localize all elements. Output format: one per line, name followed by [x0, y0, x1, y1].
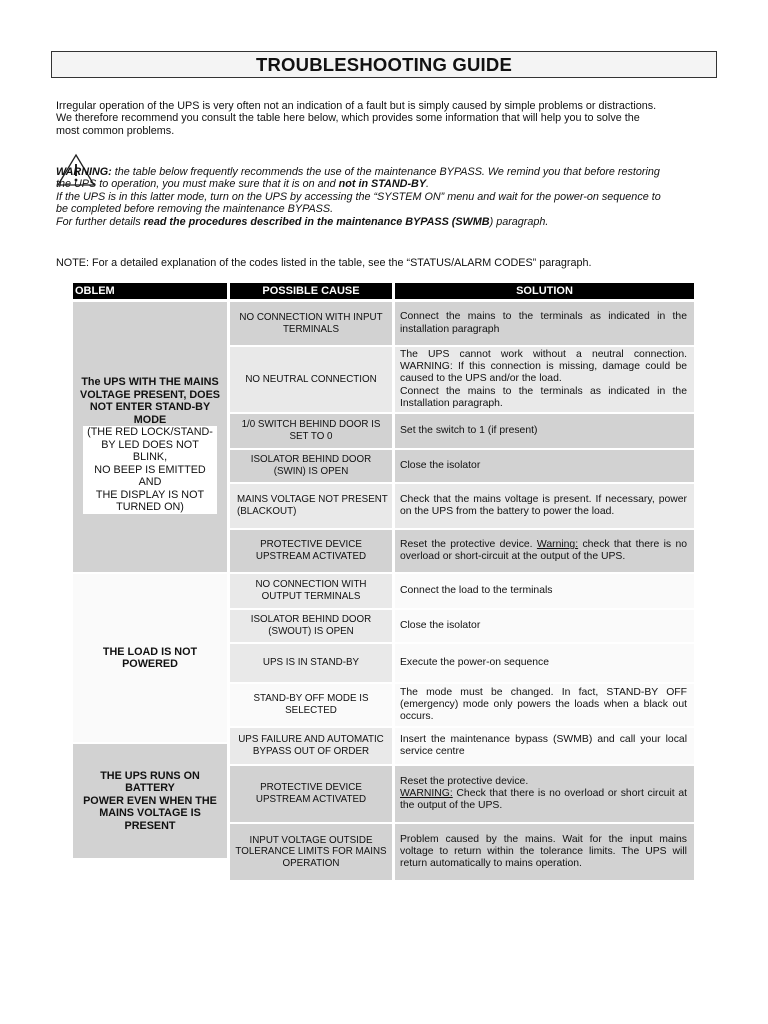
- solution-cell: [395, 824, 694, 880]
- problem2-line: POWERED: [122, 658, 178, 670]
- solution-cell: [395, 728, 694, 764]
- cause-cell: UPS FAILURE AND AUTOMATIC BYPASS OUT OF ORDER: [230, 728, 392, 764]
- solution-text: Check that there is no overload or short circuit at the output of the UPS.: [400, 787, 687, 812]
- cause-cell: NO CONNECTION WITH OUTPUT TERMINALS: [230, 574, 392, 608]
- warning-text-5a: For further details: [56, 215, 144, 228]
- solution-cell: [395, 530, 694, 572]
- problem-cell-mains-standby: [73, 302, 227, 572]
- warning-text-1: the table below frequently recommends the use of the maintenance BYPASS. We remind you that before restoring: [111, 166, 660, 178]
- intro-line-1: Irregular operation of the UPS is very often not an indication of a fault but is simply caused by simple problems or distractions.: [56, 100, 657, 112]
- solution-text: Problem caused by the mains. Wait for the input mains voltage to return within the tolerance limits. The UPS will return automatically to mains operation.: [400, 833, 687, 870]
- warning-text-5b: read the procedures described in the maintenance BYPASS (SWMB: [143, 215, 490, 228]
- intro-line-2: We therefore recommend you consult the table here below, which provides some information that will help you to solve the: [56, 112, 640, 125]
- problem1-line: VOLTAGE PRESENT, DOES: [80, 388, 220, 401]
- note-paragraph: NOTE: For a detailed explanation of the codes listed in the table, see the “STATUS/ALARM CODES” paragraph.: [56, 257, 592, 269]
- warning-standby: not in STAND-BY: [338, 178, 427, 191]
- problem1-line: The UPS WITH THE MAINS: [81, 376, 219, 389]
- header-possible-cause: POSSIBLE CAUSE: [230, 283, 392, 299]
- warning-label: WARNING:: [56, 166, 112, 178]
- solution-text: Reset the protective device.: [400, 775, 529, 787]
- solution-warning-label: WARNING:: [400, 787, 453, 799]
- warning-text-2: the UPS to operation, you must make sure that it is on and: [56, 178, 339, 191]
- problem3-line: MAINS VOLTAGE IS PRESENT: [99, 807, 201, 832]
- problem1-line: NOT ENTER STAND-BY MODE: [89, 401, 211, 426]
- solution-text: Connect the mains to the terminals as indicated in the installation paragraph: [400, 311, 687, 335]
- solution-text: Close the isolator: [400, 459, 481, 471]
- cause-cell: PROTECTIVE DEVICE UPSTREAM ACTIVATED: [230, 766, 392, 822]
- solution-cell: [395, 574, 694, 608]
- warning-text-3: If the UPS is in this latter mode, turn on the UPS by accessing the “SYSTEM ON” menu and wait for the power-on sequence to: [56, 190, 661, 203]
- solution-text: Close the isolator: [400, 619, 481, 631]
- solution-cell: [395, 484, 694, 528]
- solution-cell: [395, 610, 694, 642]
- cause-cell: STAND-BY OFF MODE IS SELECTED: [230, 684, 392, 726]
- header-problem: OBLEM: [73, 283, 227, 299]
- problem1-line: BY LED DOES NOT BLINK,: [83, 439, 217, 464]
- solution-text: Set the switch to 1 (if present): [400, 424, 538, 436]
- cause-cell: UPS IS IN STAND-BY: [230, 644, 392, 682]
- solution-text: Connect the mains to the terminals as indicated in the Installation paragraph.: [400, 385, 687, 409]
- cause-cell: ISOLATOR BEHIND DOOR (SWIN) IS OPEN: [230, 450, 392, 482]
- solution-text: check that there is no overload or short-circuit at the output of the UPS.: [400, 538, 688, 562]
- solution-text: Execute the power-on sequence: [400, 656, 550, 668]
- solution-text: Insert the maintenance bypass (SWMB) and call your local service centre: [400, 733, 687, 757]
- solution-cell: [395, 766, 694, 822]
- cause-cell: ISOLATOR BEHIND DOOR (SWOUT) IS OPEN: [230, 610, 392, 642]
- warning-paragraph: [56, 166, 712, 228]
- solution-cell: [395, 684, 694, 726]
- cause-cell: MAINS VOLTAGE NOT PRESENT (BLACKOUT): [230, 484, 392, 528]
- problem1-line: NO BEEP IS EMITTED AND: [83, 464, 217, 489]
- solution-text: The UPS cannot work without a neutral connection. WARNING: If this connection is missing, damage could be caused to the UPS and/or the load.: [400, 348, 687, 385]
- solution-cell: [395, 347, 694, 412]
- warning-text-4: be completed before removing the maintenance BYPASS.: [56, 203, 334, 216]
- solution-cell: [395, 644, 694, 682]
- problem1-line: (THE RED LOCK/STAND-: [83, 426, 217, 439]
- page-title: TROUBLESHOOTING GUIDE: [51, 51, 717, 78]
- problem-cell-load-not-powered: [73, 574, 227, 742]
- solution-text: Check that the mains voltage is present. If necessary, power on the UPS from the battery to power the load.: [400, 493, 687, 517]
- cause-cell: NO CONNECTION WITH INPUT TERMINALS: [230, 302, 392, 345]
- header-solution: SOLUTION: [395, 283, 694, 299]
- problem-cell-runs-on-battery: [73, 744, 227, 858]
- cause-cell: INPUT VOLTAGE OUTSIDE TOLERANCE LIMITS FOR MAINS OPERATION: [230, 824, 392, 880]
- intro-line-3: most common problems.: [56, 124, 175, 137]
- cause-cell: NO NEUTRAL CONNECTION: [230, 347, 392, 412]
- problem1-line: TURNED ON): [83, 501, 217, 514]
- warning-text-2c: .: [426, 178, 430, 191]
- problem3-line: THE UPS RUNS ON BATTERY: [100, 769, 200, 795]
- solution-text: The mode must be changed. In fact, STAND-BY OFF (emergency) mode only powers the loads when a black out occurs.: [400, 686, 687, 723]
- solution-cell: [395, 414, 694, 448]
- problem2-line: THE LOAD IS NOT: [102, 645, 198, 658]
- solution-warning-label: Warning:: [536, 538, 579, 550]
- problem3-line: POWER EVEN WHEN THE: [83, 794, 217, 807]
- cause-cell: 1/0 SWITCH BEHIND DOOR IS SET TO 0: [230, 414, 392, 448]
- warning-text-5c: ) paragraph.: [489, 215, 549, 228]
- solution-cell: [395, 302, 694, 345]
- problem1-line: THE DISPLAY IS NOT: [83, 489, 217, 502]
- cause-cell: PROTECTIVE DEVICE UPSTREAM ACTIVATED: [230, 530, 392, 572]
- solution-text: Reset the protective device.: [400, 538, 537, 550]
- solution-text: Connect the load to the terminals: [400, 584, 553, 596]
- solution-cell: [395, 450, 694, 482]
- intro-paragraph: [56, 100, 712, 137]
